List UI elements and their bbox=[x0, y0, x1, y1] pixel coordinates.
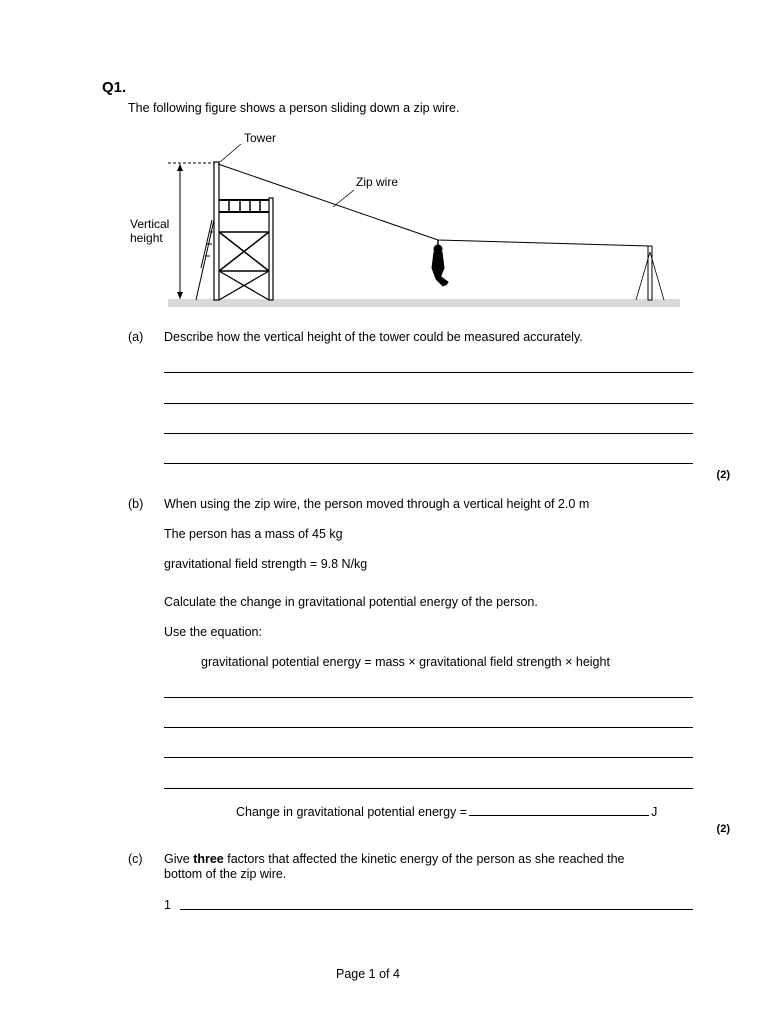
answer-line-b2[interactable] bbox=[164, 727, 693, 728]
zip-wire-figure bbox=[128, 128, 688, 313]
answer-label: Change in gravitational potential energy = bbox=[236, 805, 468, 819]
answer-field-gpe[interactable] bbox=[469, 805, 649, 816]
answer-row-b bbox=[236, 805, 657, 820]
answer-line-a3[interactable] bbox=[164, 433, 693, 434]
zip-wire-label: Zip wire bbox=[356, 175, 399, 189]
end-post bbox=[636, 246, 664, 300]
answer-line-c1[interactable] bbox=[180, 909, 693, 910]
zip-wire bbox=[218, 164, 650, 246]
question-number: Q1. bbox=[102, 79, 127, 96]
answer-line-a2[interactable] bbox=[164, 403, 693, 404]
part-c-text-line2: bottom of the zip wire. bbox=[164, 867, 287, 881]
tower bbox=[196, 162, 273, 300]
part-c-text bbox=[164, 852, 624, 867]
tower-label: Tower bbox=[244, 131, 277, 145]
part-b-label: (b) bbox=[128, 497, 144, 511]
part-c-text-bold: three bbox=[193, 852, 224, 866]
tower-pointer bbox=[220, 144, 241, 162]
page-number: Page 1 of 4 bbox=[336, 967, 400, 981]
answer-line-b4[interactable] bbox=[164, 788, 693, 789]
answer-line-a1[interactable] bbox=[164, 372, 693, 373]
answer-line-b1[interactable] bbox=[164, 697, 693, 698]
part-c-label: (c) bbox=[128, 852, 143, 866]
vertical-height-label-1: Vertical bbox=[130, 217, 170, 231]
part-a-label: (a) bbox=[128, 330, 144, 344]
question-intro: The following figure shows a person sliding down a zip wire. bbox=[128, 101, 460, 115]
part-b-marks: (2) bbox=[716, 823, 730, 835]
part-b-line4: Calculate the change in gravitational potential energy of the person. bbox=[164, 595, 538, 609]
person-silhouette bbox=[432, 240, 448, 286]
gpe-equation: gravitational potential energy = mass × gravitational field strength × height bbox=[201, 655, 610, 669]
part-c-item1-number: 1 bbox=[164, 898, 171, 912]
part-c-text-after: factors that affected the kinetic energy of the person as she reached the bbox=[223, 852, 625, 866]
zipwire-pointer bbox=[333, 190, 354, 207]
part-a-text: Describe how the vertical height of the tower could be measured accurately. bbox=[164, 330, 583, 344]
ground bbox=[168, 299, 680, 307]
answer-unit: J bbox=[651, 805, 658, 819]
part-b-line5: Use the equation: bbox=[164, 625, 262, 639]
part-b-line3: gravitational field strength = 9.8 N/kg bbox=[164, 557, 368, 571]
part-c-text-before: Give bbox=[164, 852, 194, 866]
part-a-marks: (2) bbox=[716, 469, 730, 481]
vertical-height-label-2: height bbox=[130, 231, 163, 245]
answer-line-a4[interactable] bbox=[164, 463, 693, 464]
answer-line-b3[interactable] bbox=[164, 757, 693, 758]
part-b-line2: The person has a mass of 45 kg bbox=[164, 527, 343, 541]
part-b-line1: When using the zip wire, the person moved through a vertical height of 2.0 m bbox=[164, 497, 590, 511]
